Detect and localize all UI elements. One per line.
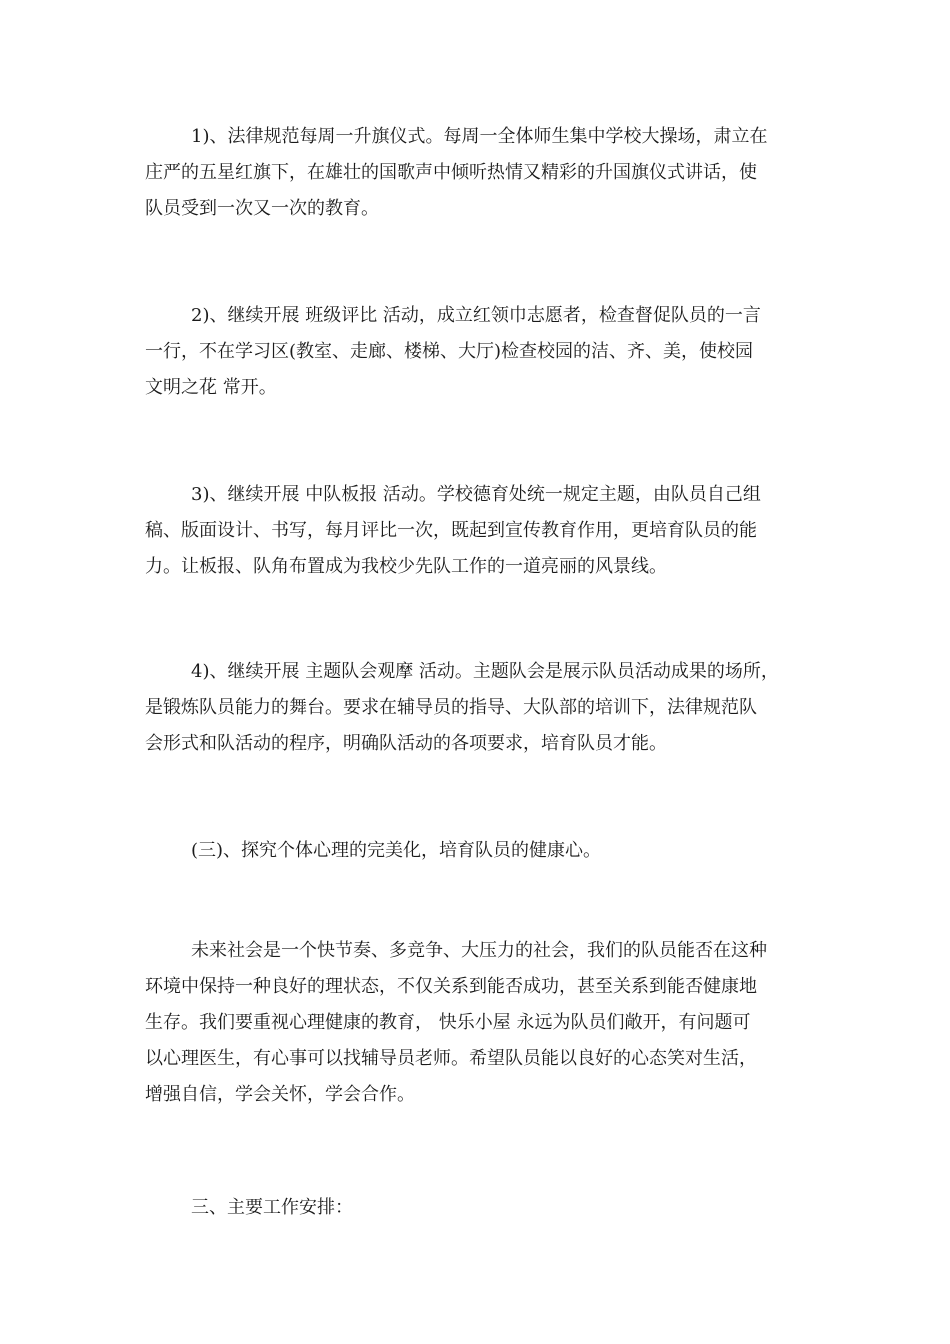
text-line: 稿、版面设计、书写，每月评比一次，既起到宣传教育作用，更培育队员的能 (145, 520, 757, 541)
text-line: 一行，不在学习区(教室、走廊、楼梯、大厅)检查校园的洁、齐、美，使校园 (145, 341, 754, 362)
text-line: 是锻炼队员能力的舞台。要求在辅导员的指导、大队部的培训下，法律规范队 (145, 697, 757, 718)
text-line: 生存。我们要重视心理健康的教育， 快乐小屋 永远为队员们敞开，有问题可 (145, 1012, 751, 1033)
text-line: 增强自信，学会关怀，学会合作。 (145, 1084, 415, 1105)
text-line: 环境中保持一种良好的理状态，不仅关系到能否成功，甚至关系到能否健康地 (145, 976, 757, 997)
text-line: 庄严的五星红旗下，在雄壮的国歌声中倾听热情又精彩的升国旗仪式讲话，使 (145, 162, 757, 183)
paragraph-flag-ceremony (145, 119, 825, 227)
text-line: 2)、继续开展 班级评比 活动，成立红领巾志愿者，检查督促队员的一言 (191, 305, 761, 326)
section-heading-psychology (145, 833, 825, 869)
section-heading-work-plan (145, 1190, 825, 1226)
paragraph-mental-health (145, 933, 825, 1113)
paragraph-class-evaluation (145, 298, 825, 406)
text-line: 3)、继续开展 中队板报 活动。学校德育处统一规定主题，由队员自己组 (191, 484, 761, 505)
text-line: 力。让板报、队角布置成为我校少先队工作的一道亮丽的风景线。 (145, 556, 667, 577)
text-line: 队员受到一次又一次的教育。 (145, 198, 379, 219)
paragraph-theme-meeting (145, 654, 825, 762)
paragraph-blackboard-report (145, 477, 825, 585)
text-line: (三)、探究个体心理的完美化，培育队员的健康心。 (191, 840, 602, 861)
text-line: 以心理医生，有心事可以找辅导员老师。希望队员能以良好的心态笑对生活， (145, 1048, 757, 1069)
text-line: 文明之花 常开。 (145, 377, 277, 398)
text-line: 未来社会是一个快节奏、多竞争、大压力的社会，我们的队员能否在这种 (191, 940, 767, 961)
text-line: 三、主要工作安排： (191, 1197, 353, 1218)
text-line: 1)、法律规范每周一升旗仪式。每周一全体师生集中学校大操场，肃立在 (191, 126, 768, 147)
text-line: 4)、继续开展 主题队会观摩 活动。主题队会是展示队员活动成果的场所， (191, 661, 779, 682)
text-line: 会形式和队活动的程序，明确队活动的各项要求，培育队员才能。 (145, 733, 667, 754)
